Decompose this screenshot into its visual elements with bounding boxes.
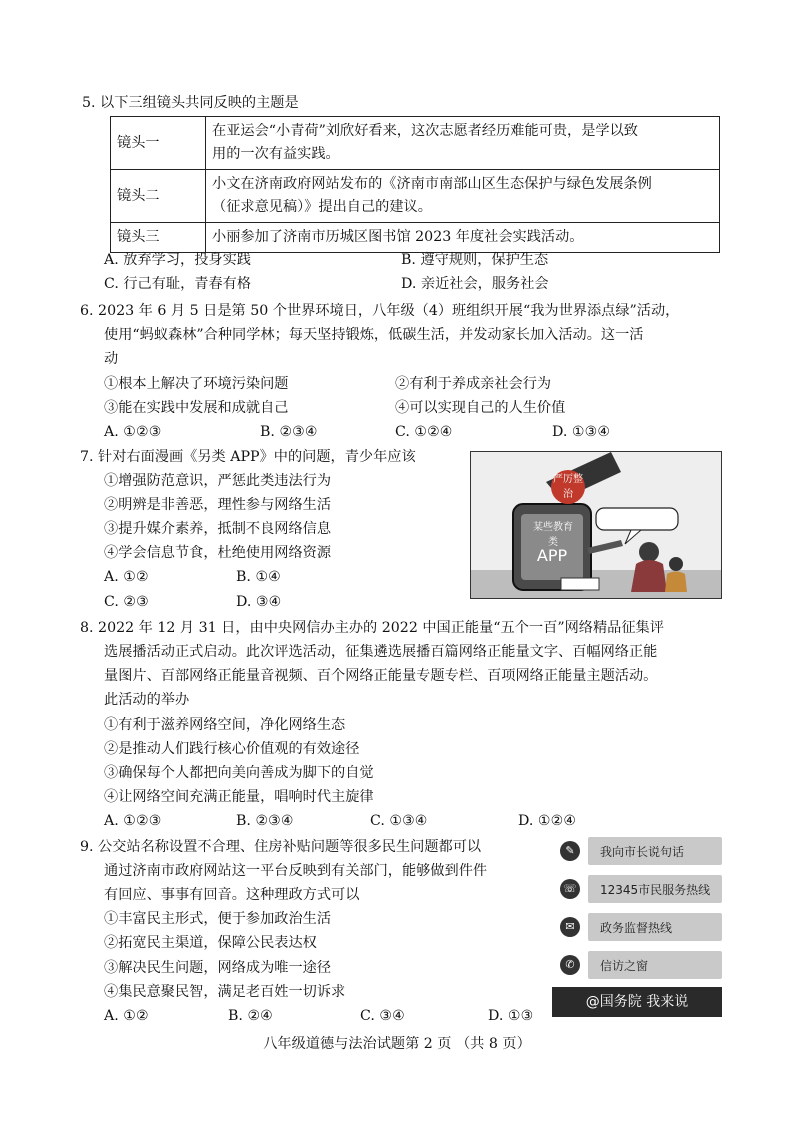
table-row — [111, 170, 720, 223]
q9-option-a: A. ①② — [104, 1008, 149, 1024]
q7-statement-3: ③提升媒介素养，抵制不良网络信息 — [104, 521, 332, 537]
q9-option-b: B. ②④ — [228, 1008, 273, 1024]
q8-stem-line2: 选展播活动正式启动。此次评选活动，征集遴选展播百篇网络正能量文字、百幅网络正能 — [104, 644, 658, 660]
q7-option-b: B. ①④ — [236, 569, 281, 585]
q6-stem-line1: 6. 2023 年 6 月 5 日是第 50 个世界环境日，八年级（4）班组织开展“我为世界添点绿”活动， — [80, 303, 680, 319]
q6-option-b: B. ②③④ — [260, 424, 318, 440]
q8-option-d: D. ①②④ — [518, 813, 577, 829]
q8-statement-2: ②是推动人们践行核心价值观的有效途径 — [104, 741, 360, 757]
cartoon-app-illustration — [470, 451, 722, 599]
q7-option-c: C. ②③ — [104, 594, 149, 610]
phone-app-label: APP — [536, 546, 568, 565]
table-row — [111, 223, 720, 253]
q5-option-b: B. 遵守规则，保护生态 — [401, 252, 549, 268]
chat-icon: ✉ — [560, 917, 580, 937]
panel-item-label: 12345市民服务热线 — [600, 883, 711, 897]
q6-stem-line2: 使用“蚂蚁森林”合种同学林；每天坚持锻炼，低碳生活，并发动家长加入活动。这一活 — [104, 327, 644, 343]
q5-stem: 5. 以下三组镜头共同反映的主题是 — [82, 95, 299, 111]
q6-statement-2: ②有利于养成亲社会行为 — [395, 376, 552, 392]
phone-icon: ✆ — [560, 955, 580, 975]
q8-stem-line3: 量图片、百部网络正能量音视频、百个网络正能量专题专栏、百项网络正能量主题活动。 — [104, 668, 658, 684]
table-cell-label: 镜头三 — [111, 223, 206, 253]
q6-statement-4: ④可以实现自己的人生价值 — [395, 400, 566, 416]
q6-stem-line3: 动 — [104, 351, 119, 367]
q9-option-c: C. ③④ — [360, 1008, 405, 1024]
q7-statement-4: ④学会信息节食，杜绝使用网络资源 — [104, 545, 332, 561]
page-footer: 八年级道德与法治试题第 2 页 （共 8 页） — [263, 1036, 531, 1052]
table-cell-label: 镜头二 — [111, 170, 206, 223]
q5-option-c: C. 行己有耻，青春有格 — [104, 276, 252, 292]
pen-icon: ✎ — [560, 841, 580, 861]
table-cell-text: 小文在济南政府网站发布的《济南市南部山区生态保护与绿色发展条例 （征求意见稿）》提出自己的建议。 — [206, 170, 720, 223]
q8-statement-4: ④让网络空间充满正能量，唱响时代主旋律 — [104, 789, 374, 805]
q7-option-d: D. ③④ — [236, 594, 282, 610]
q9-statement-1: ①丰富民主形式，便于参加政治生活 — [104, 911, 332, 927]
panel-item-label: 信访之窗 — [600, 959, 649, 973]
panel-footer-banner: @国务院 我来说 — [552, 987, 722, 1017]
q8-stem-line4: 此活动的举办 — [104, 692, 190, 708]
q9-stem-line2: 通过济南市政府网站这一平台反映到有关部门，能够做到件件 — [104, 863, 488, 879]
panel-item-petition — [552, 949, 722, 981]
q6-statement-1: ①根本上解决了环境污染问题 — [104, 376, 289, 392]
q9-option-d: D. ①③ — [488, 1008, 534, 1024]
q5-option-d: D. 亲近社会，服务社会 — [401, 276, 549, 292]
q7-stem: 7. 针对右面漫画《另类 APP》中的问题，青少年应该 — [80, 449, 416, 465]
panel-item-label: 我向市长说句话 — [600, 845, 685, 859]
q5-table — [110, 116, 720, 253]
government-channels-panel — [552, 835, 722, 1018]
stamp-badge: 严厉整治 — [551, 470, 585, 504]
q6-option-a: A. ①②③ — [104, 424, 162, 440]
q5-option-a: A. 放弃学习，投身实践 — [104, 252, 251, 268]
q6-option-c: C. ①②④ — [395, 424, 453, 440]
cartoon-drawing — [471, 452, 721, 598]
q9-statement-4: ④集民意聚民智，满足老百姓一切诉求 — [104, 984, 346, 1000]
panel-item-label: 政务监督热线 — [600, 921, 673, 935]
q6-statement-3: ③能在实践中发展和成就自己 — [104, 400, 289, 416]
panel-item-mayor — [552, 835, 722, 867]
q7-option-a: A. ①② — [104, 569, 149, 585]
panel-item-supervision — [552, 911, 722, 943]
q6-option-d: D. ①③④ — [552, 424, 611, 440]
q8-option-b: B. ②③④ — [236, 813, 294, 829]
q9-statement-3: ③解决民生问题，网络成为唯一途径 — [104, 960, 332, 976]
q8-statement-3: ③确保每个人都把向美向善成为脚下的自觉 — [104, 765, 374, 781]
panel-item-hotline — [552, 873, 722, 905]
table-row — [111, 117, 720, 170]
q7-statement-1: ①增强防范意识，严惩此类违法行为 — [104, 473, 332, 489]
table-cell-text: 在亚运会“小青荷”刘欣好看来，这次志愿者经历难能可贵，是学以致 用的一次有益实践。 — [206, 117, 720, 170]
q8-stem-line1: 8. 2022 年 12 月 31 日，由中央网信办主办的 2022 中国正能量“五个一百”网络精品征集评 — [80, 620, 664, 636]
headset-icon: ☏ — [560, 879, 580, 899]
q8-option-c: C. ①③④ — [370, 813, 428, 829]
q8-option-a: A. ①②③ — [104, 813, 162, 829]
table-cell-label: 镜头一 — [111, 117, 206, 170]
table-cell-text: 小丽参加了济南市历城区图书馆 2023 年度社会实践活动。 — [206, 223, 720, 253]
q9-statement-2: ②拓宽民主渠道，保障公民表达权 — [104, 935, 317, 951]
phone-screen-label: 某些教育类 — [533, 522, 573, 548]
q9-stem-line1: 9. 公交站名称设置不合理、住房补贴问题等很多民生问题都可以 — [80, 839, 482, 855]
q8-statement-1: ①有利于滋养网络空间，净化网络生态 — [104, 717, 346, 733]
q7-statement-2: ②明辨是非善恶，理性参与网络生活 — [104, 497, 332, 513]
q9-stem-line3: 有回应、事事有回音。这种理政方式可以 — [104, 887, 360, 903]
